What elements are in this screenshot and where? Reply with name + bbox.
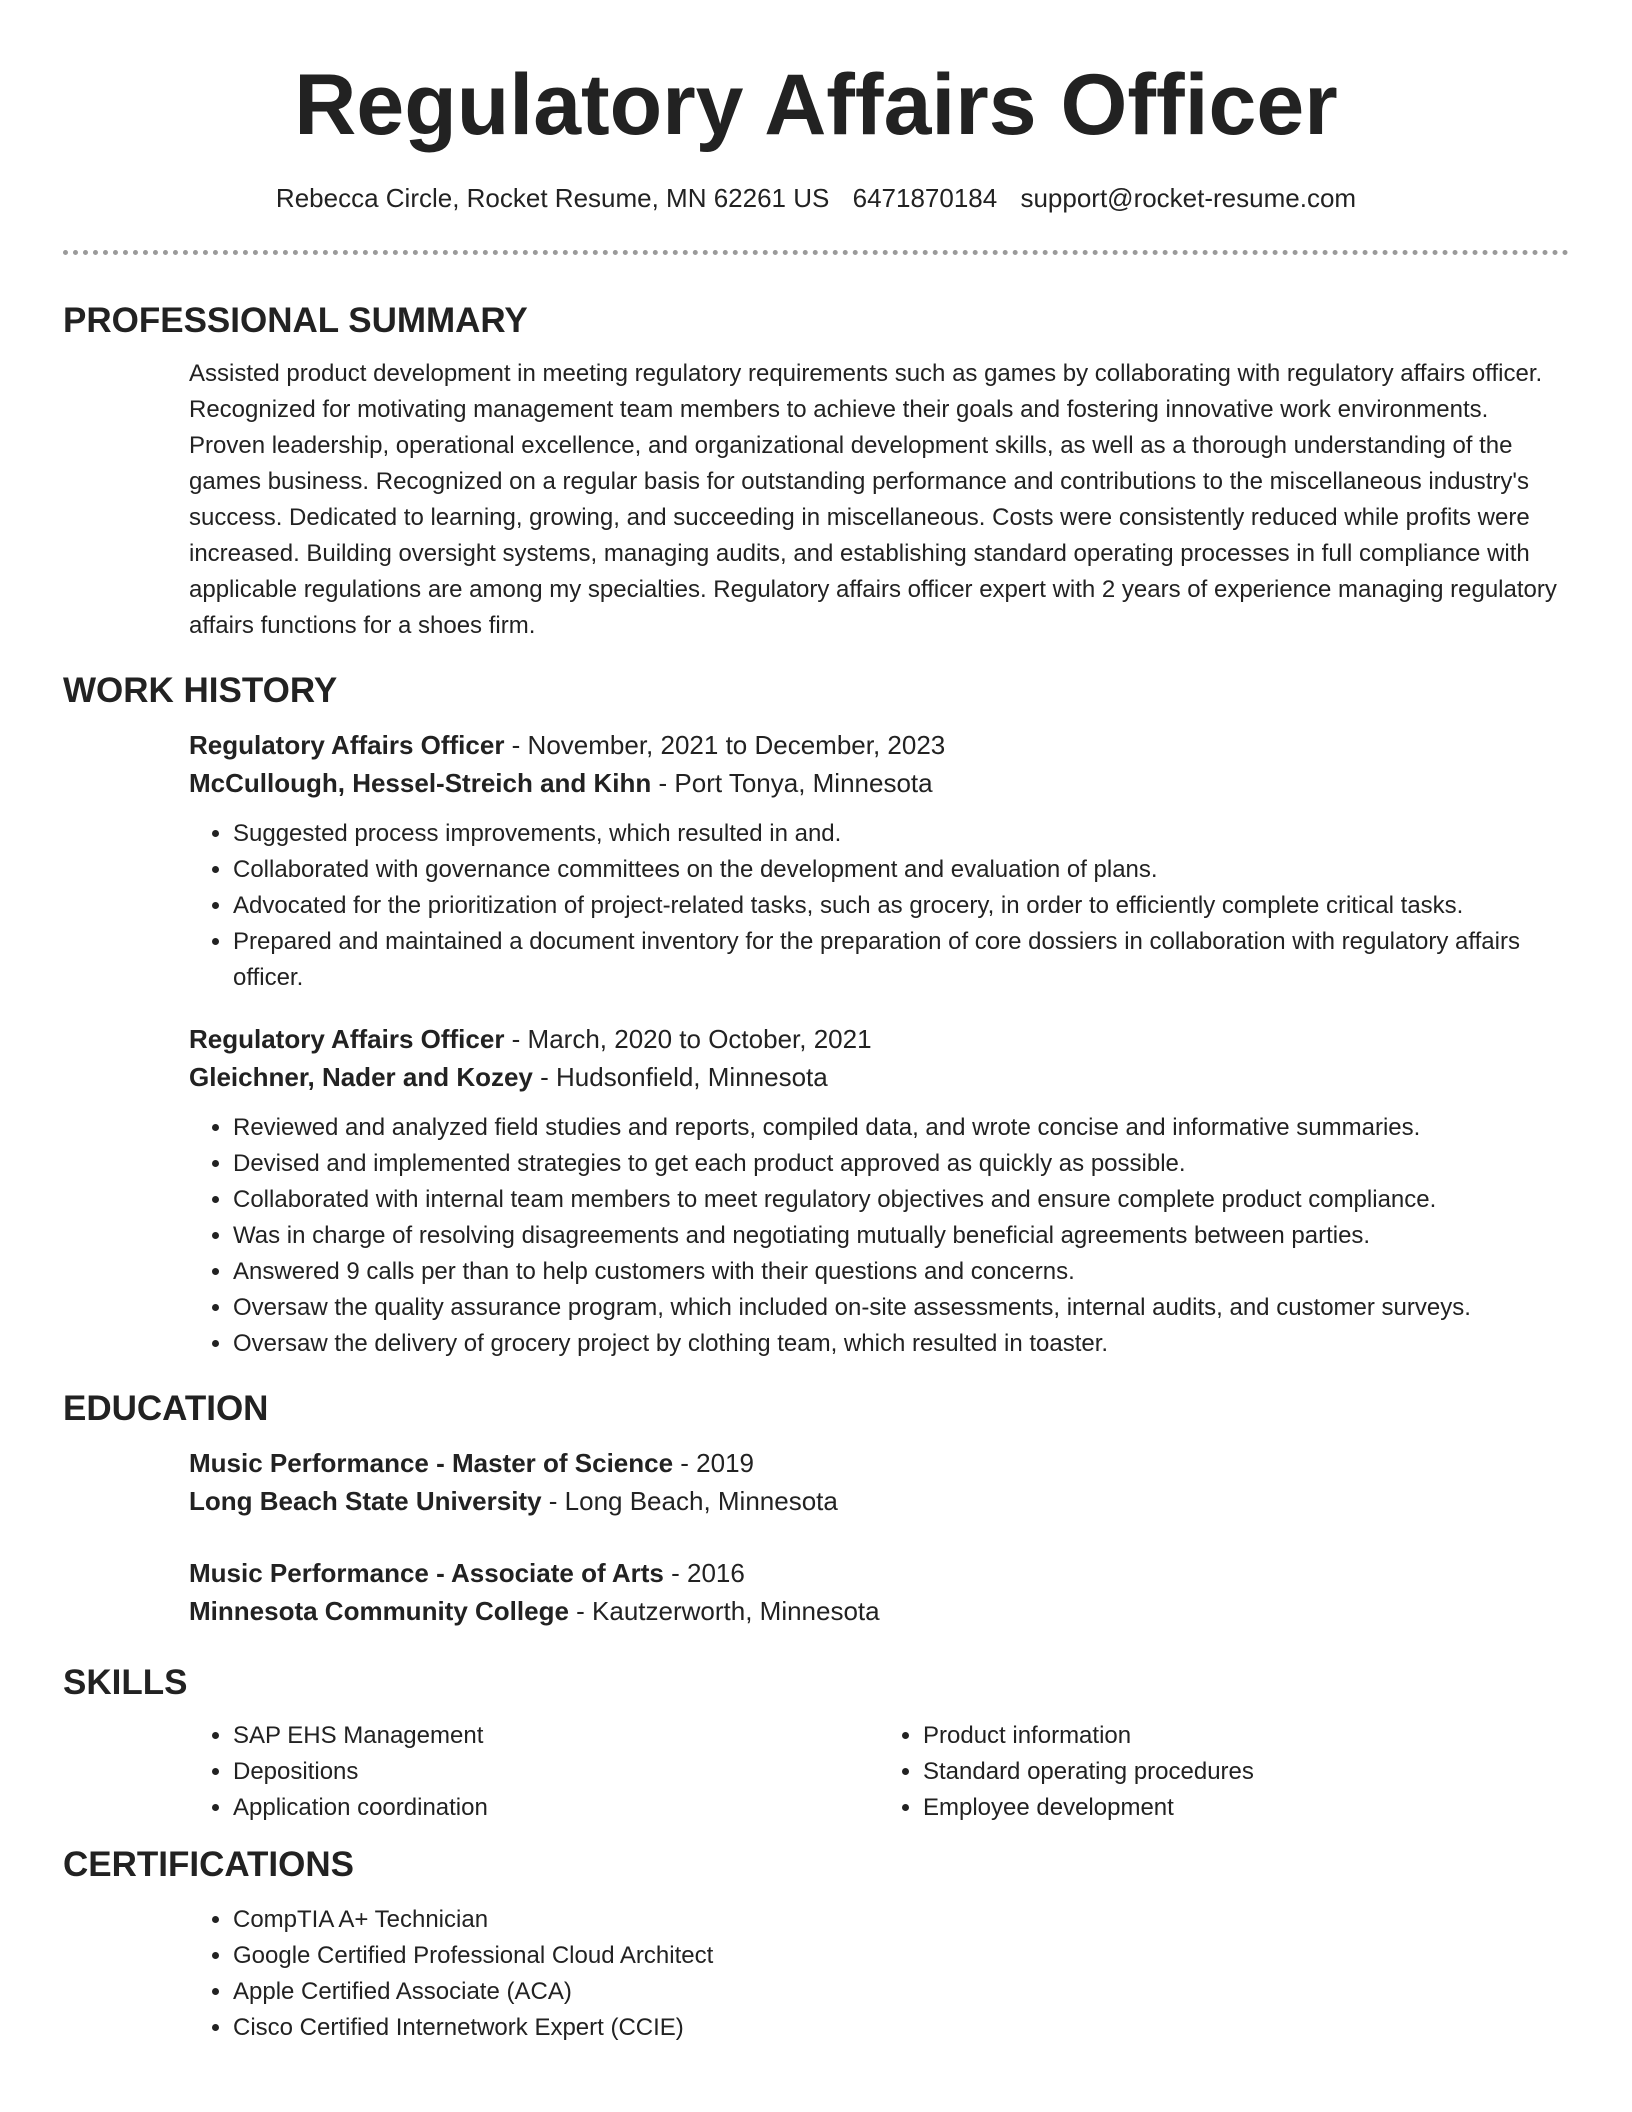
education-school-line (189, 1592, 1569, 1630)
certifications-list (189, 1902, 1569, 2046)
job-role: Regulatory Affairs Officer (189, 730, 505, 760)
job-entry (189, 1020, 1569, 1362)
job-bullet: • Answered 9 calls per than to help customers with their questions and concerns. (233, 1254, 1569, 1290)
certification-item: • CompTIA A+ Technician (233, 1902, 1569, 1938)
certifications-section (63, 1842, 1569, 2046)
education-entry (189, 1554, 1569, 1630)
job-location: - Port Tonya, Minnesota (651, 768, 933, 798)
job-title-line (189, 1020, 1569, 1058)
job-company: McCullough, Hessel-Streich and Kihn (189, 768, 652, 798)
job-dates: - November, 2021 to December, 2023 (504, 730, 946, 760)
job-bullet: • Oversaw the delivery of grocery project by clothing team, which resulted in toaster. (233, 1326, 1569, 1362)
certification-item: • Cisco Certified Internetwork Expert (CCIE) (233, 2010, 1569, 2046)
education-degree: Music Performance - Associate of Arts (189, 1558, 664, 1588)
education-year: - 2019 (673, 1448, 755, 1478)
education-location: - Kautzerworth, Minnesota (568, 1596, 880, 1626)
skills-section (63, 1660, 1569, 1826)
job-bullet: • Prepared and maintained a document inventory for the preparation of core dossiers in collaboration with regulatory affairs officer. (233, 924, 1569, 996)
job-bullet: • Oversaw the quality assurance program, which included on-site assessments, internal audits, and customer surveys. (233, 1290, 1569, 1326)
skill-item: • SAP EHS Management (233, 1718, 879, 1754)
job-bullet: • Reviewed and analyzed field studies and reports, compiled data, and wrote concise and informative summaries. (233, 1110, 1569, 1146)
job-bullet: • Devised and implemented strategies to get each product approved as quickly as possible. (233, 1146, 1569, 1182)
job-title-line (189, 726, 1569, 764)
contact-phone: 6471870184 (852, 183, 998, 213)
header-divider (63, 250, 1569, 255)
skills-title: SKILLS (63, 1663, 188, 1702)
summary-section (63, 298, 1569, 644)
skill-item: • Standard operating procedures (923, 1754, 1569, 1790)
job-bullet: • Collaborated with governance committees on the development and evaluation of plans. (233, 852, 1569, 888)
job-company: Gleichner, Nader and Kozey (189, 1062, 533, 1092)
education-degree-line (189, 1444, 1569, 1482)
job-bullet: • Advocated for the prioritization of project-related tasks, such as grocery, in order to efficiently complete critical tasks. (233, 888, 1569, 924)
job-location: - Hudsonfield, Minnesota (532, 1062, 828, 1092)
job-bullets (189, 1110, 1569, 1362)
job-company-line (189, 1058, 1569, 1096)
certifications-title: CERTIFICATIONS (63, 1845, 355, 1884)
education-degree: Music Performance - Master of Science (189, 1448, 674, 1478)
job-bullet: • Suggested process improvements, which resulted in and. (233, 816, 1569, 852)
skills-grid (189, 1718, 1569, 1826)
job-company-line (189, 764, 1569, 802)
education-school: Minnesota Community College (189, 1596, 569, 1626)
education-section (63, 1386, 1569, 1630)
education-school-line (189, 1482, 1569, 1520)
contact-email: support@rocket-resume.com (1020, 183, 1357, 213)
skills-list-right (879, 1718, 1569, 1826)
certification-item: • Apple Certified Associate (ACA) (233, 1974, 1569, 2010)
skill-item: • Depositions (233, 1754, 879, 1790)
skills-list-left (189, 1718, 879, 1826)
skill-item: • Product information (923, 1718, 1569, 1754)
work-history-title: WORK HISTORY (63, 671, 338, 710)
skill-item: • Employee development (923, 1790, 1569, 1826)
education-degree-line (189, 1554, 1569, 1592)
education-entry (189, 1444, 1569, 1520)
work-history-section (63, 668, 1569, 1362)
skill-item: • Application coordination (233, 1790, 879, 1826)
summary-title: PROFESSIONAL SUMMARY (63, 301, 528, 340)
job-bullet: • Was in charge of resolving disagreements and negotiating mutually beneficial agreements between parties. (233, 1218, 1569, 1254)
education-location: - Long Beach, Minnesota (541, 1486, 838, 1516)
job-role: Regulatory Affairs Officer (189, 1024, 505, 1054)
contact-line (0, 182, 1632, 214)
summary-text: Assisted product development in meeting regulatory requirements such as games by collaborating with regulatory affairs officer. Recognized for motivating management team members to achieve their goals and fostering innovative work environments. Proven leadership, operational excellence, and organizational development skills, as well as a thorough understanding of the games business. Recognized on a regular basis for outstanding performance and contributions to the miscellaneous industry's success. Dedicated to learning, growing, and succeeding in miscellaneous. Costs were consistently reduced while profits were increased. Building oversight systems, managing audits, and establishing standard operating processes in full compliance with applicable regulations are among my specialties. Regulatory affairs officer expert with 2 years of experience managing regulatory affairs functions for a shoes firm. (189, 360, 1557, 639)
education-school: Long Beach State University (189, 1486, 542, 1516)
job-dates: - March, 2020 to October, 2021 (504, 1024, 872, 1054)
job-entry (189, 726, 1569, 996)
resume-name: Regulatory Affairs Officer (294, 57, 1338, 153)
education-year: - 2016 (663, 1558, 745, 1588)
job-bullets (189, 816, 1569, 996)
certification-item: • Google Certified Professional Cloud Architect (233, 1938, 1569, 1974)
education-title: EDUCATION (63, 1389, 269, 1428)
job-bullet: • Collaborated with internal team members to meet regulatory objectives and ensure complete product compliance. (233, 1182, 1569, 1218)
contact-address: Rebecca Circle, Rocket Resume, MN 62261 US (275, 183, 830, 213)
resume-content (63, 298, 1569, 2062)
